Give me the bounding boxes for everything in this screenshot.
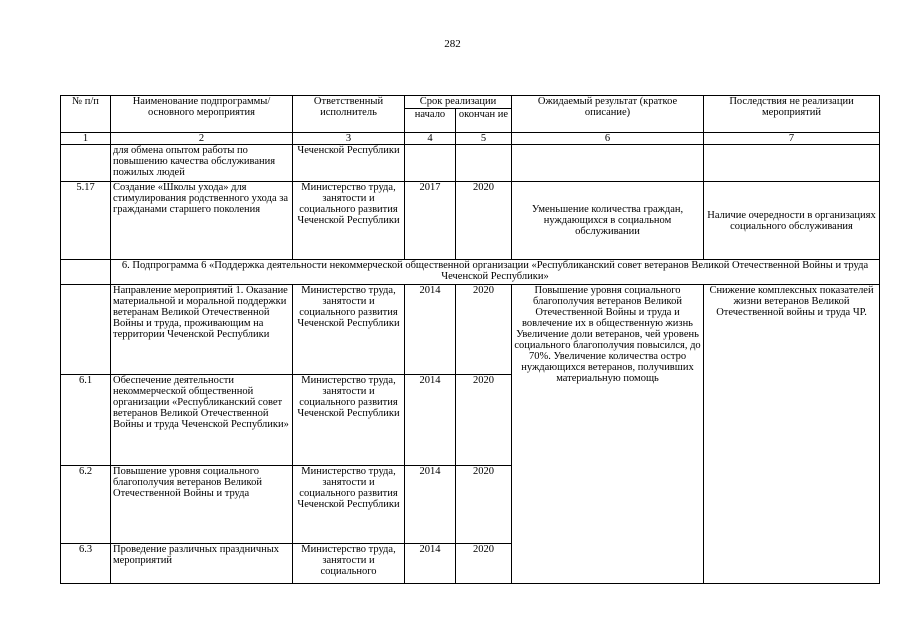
cell-consequences-group: Снижение комплексных показателей жизни ветеранов Великой Отечественной войны и труда ЧР. [704,285,880,584]
cell-end [456,145,512,182]
header-period: Срок реализации [405,96,512,109]
cell-end: 2020 [456,544,512,584]
header-responsible: Ответственный исполнитель [293,96,405,133]
column-number: 1 [61,133,111,145]
header-result: Ожидаемый результат (краткое описание) [512,96,704,133]
cell-responsible: Чеченской Республики [293,145,405,182]
cell-consequences: Наличие очередности в организациях социального обслуживания [704,182,880,260]
cell-num [61,260,111,285]
cell-name: Обеспечение деятельности некоммерческой общественной организации «Республиканский совет ветеранов Великой Отечественной Войны и труда Чеченской Республики» [111,375,293,466]
cell-responsible: Министерство труда, занятости и социального развития Чеченской Республики [293,466,405,544]
table-row-5-17 [61,182,880,260]
cell-name: Повышение уровня социального благополучия ветеранов Великой Отечественной Войны и труда [111,466,293,544]
program-table [60,95,880,584]
column-number: 3 [293,133,405,145]
page-number: 282 [444,38,461,50]
cell-num [61,145,111,182]
header-end: окончан ие [456,109,512,133]
column-number: 4 [405,133,456,145]
cell-start: 2014 [405,375,456,466]
column-numbers-row [61,133,880,145]
cell-result-group: Повышение уровня социального благополучия ветеранов Великой Отечественной Войны и труда и вовлечение их в общественную жизнь Увеличение доли ветеранов, чей уровень социального благополучия повысился, до 70%. Увеличение количества остро нуждающихся ветеранов, получивших материальную помощь [512,285,704,584]
cell-start: 2014 [405,285,456,375]
cell-num: 6.3 [61,544,111,584]
header-consequences: Последствия не реализации мероприятий [704,96,880,133]
table-row-direction-1 [61,285,880,375]
header-start: начало [405,109,456,133]
cell-responsible: Министерство труда, занятости и социального развития Чеченской Республики [293,182,405,260]
header-num: № п/п [61,96,111,133]
header-row [61,96,880,109]
cell-start: 2014 [405,544,456,584]
cell-name: Создание «Школы ухода» для стимулирования родственного ухода за гражданами старшего поколения [111,182,293,260]
cell-end: 2020 [456,466,512,544]
cell-result [512,145,704,182]
header-name: Наименование подпрограммы/ основного мероприятия [111,96,293,133]
cell-end: 2020 [456,285,512,375]
cell-start: 2014 [405,466,456,544]
cell-end: 2020 [456,182,512,260]
subprogram-6-title: 6. Подпрограмма 6 «Поддержка деятельности некоммерческой общественной организации «Республиканский совет ветеранов Великой Отечественной Войны и труда Чеченской Республики» [111,260,880,285]
column-number: 7 [704,133,880,145]
subprogram-6-row [61,260,880,285]
table-row-continuation [61,145,880,182]
column-number: 5 [456,133,512,145]
cell-result: Уменьшение количества граждан, нуждающихся в социальном обслуживании [512,182,704,260]
cell-responsible: Министерство труда, занятости и социального [293,544,405,584]
cell-num [61,285,111,375]
cell-start: 2017 [405,182,456,260]
cell-responsible: Министерство труда, занятости и социального развития Чеченской Республики [293,285,405,375]
cell-consequences [704,145,880,182]
cell-name: Проведение различных праздничных мероприятий [111,544,293,584]
cell-num: 6.1 [61,375,111,466]
cell-start [405,145,456,182]
cell-name: для обмена опытом работы по повышению качества обслуживания пожилых людей [111,145,293,182]
cell-responsible: Министерство труда, занятости и социального развития Чеченской Республики [293,375,405,466]
column-number: 6 [512,133,704,145]
cell-num: 6.2 [61,466,111,544]
cell-end: 2020 [456,375,512,466]
column-number: 2 [111,133,293,145]
cell-num: 5.17 [61,182,111,260]
cell-name: Направление мероприятий 1. Оказание материальной и моральной поддержки ветеранам Великой Отечественной Войны и труда, проживающим на территории Чеченской Республики [111,285,293,375]
